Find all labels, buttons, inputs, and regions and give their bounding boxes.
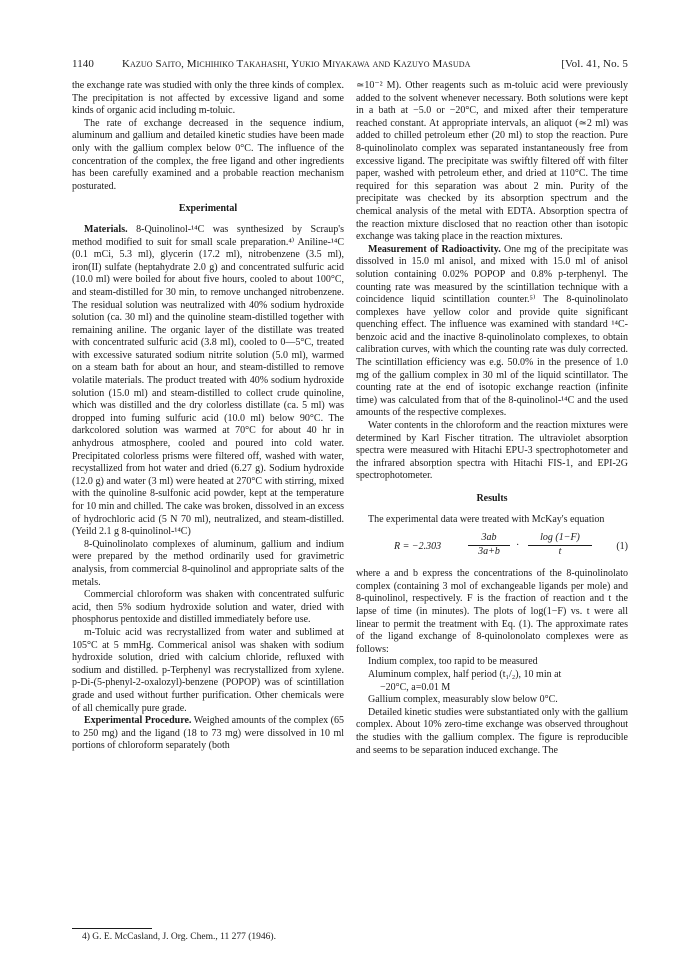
equation-fraction-2 xyxy=(528,532,592,558)
header-authors: Kazuo Saito, Michihiko Takahashi, Yukio Miyakawa and Kazuyo Masuda xyxy=(122,58,471,70)
procedure-paragraph-continued: ≃10⁻² M). Other reagents such as m-toluic acid were previously added to the solvent whenever necessary. Both solutions were kept in a bath at −5.0 or −20°C, and mixed after their temperature reached constant. At appropriate intervals, an aliquot (≃2 ml) was added to chilled petroleum ether (20 ml) to stop the reaction. Pure 8-quinolinolato complex was separated instantaneously free from excessive ligand. The precipitate was swiftly filtered off with filter paper, washed with petroleum ether, and dried at 110°C. The time required for this separation was about 2 min. Purity of the precipitate was checked by its absorption spectrum and the chemical analysis of the metal with EDTA. Absorption spectra of the reaction mixture disclosed that no reaction other than isotopic exchange was taking place in the reaction mixtures. xyxy=(356,80,628,243)
header-volume: [Vol. 41, No. 5 xyxy=(561,58,628,70)
left-column xyxy=(72,80,344,753)
radioactivity-text: One mg of the precipitate was dissolved in 15.0 ml anisol, and mixed with 15.0 ml of anisol solution containing 0.02% POPOP and 0.8% p-terphenyl. The counting rate was measured by the scintillation technique with a coincidence liquid scintillation counter.⁵⁾ The 8-quinolinolato complexes have yellow color and provide quite significant quenching effect. The influence was examined with standard ¹⁴C-benzoic acid and the inactive 8-quinolinolato complexes, to obtain calibration curves, with which the counting rate was duly corrected. The scintillation efficiency was e.g. 50.0% in the presence of 1.0 mg of the gallium complex in 30 ml of the liquid scintillator. The counting rate at the end of isotopic exchange reaction (infinite time) was calculated from that of the 8-quinolinol-¹⁴C and the used amounts of the respective complexes. xyxy=(356,243,628,419)
fraction-1-denominator: 3a+b xyxy=(478,545,500,557)
equation-dot: · xyxy=(516,540,520,552)
procedure-paragraph xyxy=(72,715,344,753)
fraction-1-numerator: 3ab xyxy=(468,532,510,546)
where-paragraph: where a and b express the concentrations of the 8-quinolinolato complex (containing 3 mol of exchangeable ligands per mole) and 8-quinolinol, respectively. F is the fraction of reaction and t the lapse of time (in minutes). The plots of log(1−F) vs. t were all linear to permit the treatment with Eq. (1). The approximate rates of the ligand exchange of 8-quinolonolato complexes were as follows: xyxy=(356,568,628,655)
equation-fraction-1 xyxy=(468,532,510,558)
rates-list-item: Indium complex, too rapid to be measured xyxy=(368,656,538,668)
page-number: 1140 xyxy=(72,58,94,70)
radioactivity-runin-heading: Measurement of Radioactivity. xyxy=(368,243,501,255)
rates-list xyxy=(356,656,628,706)
rates-list-item: Gallium complex, measurably slow below 0°C. xyxy=(368,694,558,706)
toluic-paragraph: m-Toluic acid was recrystallized from water and sublimed at 105°C at 5 mmHg. Commerical anisol was shaken with sodium hydroxide solution, dried with calcium chloride, refluxed with sodium and distilled. p-Terphenyl was recrystallized from xylene. p-Di-(5-phenyl-2-oxalozyl)-benzene (POPOP) was of scintillation grade and used without further purification. Other chemicals were of all chemically pure grade. xyxy=(72,626,344,714)
chloroform-paragraph: Commercial chloroform was shaken with concentrated sulfuric acid, then 5% sodium hydroxide solution and water, dried with phosphorus pentoxide and distilled immediately before use. xyxy=(72,589,344,626)
equation-number: (1) xyxy=(616,541,628,553)
materials-text: 8-Quinolinol-¹⁴C was synthesized by Scraup's method modified to suit for small scale preparation.⁴⁾ Aniline-¹⁴C (0.1 mCi, 5.3 ml), glycerin (17.2 ml), nitrobenzene (3.5 ml), iron(II) sulfate (heptahydrate 2.0 g) and concentrated sulfuric acid (10.0 ml) were boiled for about five hours, cooled to about 100°C, and steam-distilled for 30 min, to remove unchanged nitrobenzene. The residual solution was neutralized with 40% sodium hydroxide solution (ca. 30 ml) and the quinoline steam-distilled together with remaining aniline. The organic layer of the distillate was treated with concentrated sulfuric acid (3.8 ml), cooled to 0—5°C, treated with excessive saturated sodium nitrite solution (5.0 ml), warmed on a steam bath for about an hour, and steam-distilled to remove volatile materials. The product treated with 40% sodium hydroxide solution (15.0 ml) and steam-distilled to collect crude quinoline, which was distilled and the dry colorless distillate (ca. 5 ml) was dropped into fuming sulfuric acid (10.0 ml) below 90°C. The darkcolored solution was warmed at 70°C for about 40 hr in anhydrous atmosphere, cooled and poured into cold water. Precipitated colorless prisms were filtered off, washed with water, recystallized from hot water and dried (6.27 g). Sodium hydroxide (12.0 g) and water (3 ml) were heated at 270°C with stirring, mixed with the quinoline 8-sulfonic acid powder, kept at the temperature for 10 min and chilled. The cake was broken, dissolved in an excess of hydrochloric acid (5 N 70 ml), neutralized, and steam-distilled. (Yeild 2.1 g 8-quinolinol-¹⁴C) xyxy=(72,223,344,538)
materials-paragraph xyxy=(72,224,344,539)
running-header xyxy=(72,58,628,74)
fraction-2-denominator: t xyxy=(558,545,562,557)
procedure-text: Weighed amounts of the complex (65 to 250 mg) and the ligand (18 to 73 mg) were dissolved in 10 ml portions of chloroform separately (both xyxy=(72,715,345,752)
complexes-paragraph: 8-Quinolinolato complexes of aluminum, gallium and indium were prepared by the method ordinarily used for gravimetric analysis, from commercial 8-quinolinol and appropriate salts of the metals. xyxy=(72,538,344,588)
procedure-runin-heading: Experimental Procedure. xyxy=(84,715,192,727)
intro-paragraph-continued: the exchange rate was studied with only the three kinds of complex. The precipitation is not affected by excessive ligand and some kinds of organic acid including m-toluic. xyxy=(72,80,344,117)
equation-lhs: R = −2.303 xyxy=(394,541,442,553)
materials-runin-heading: Materials. xyxy=(84,223,128,235)
right-column xyxy=(356,80,628,757)
detailed-paragraph: Detailed kinetic studies were substantiated only with the gallium complex. About 10% zero-time exchange was observed throughout the studies with the gallium complex. The figure is reproducible and seems to be separation induced exchange. The xyxy=(356,706,628,756)
footnote-rule xyxy=(72,928,152,929)
section-heading-results: Results xyxy=(476,493,508,504)
mckay-paragraph: The experimental data were treated with McKay's equation xyxy=(368,513,605,525)
footnote-4: 4) G. E. McCasland, J. Org. Chem., 11 277 (1946). xyxy=(82,932,276,942)
water-paragraph: Water contents in the chloroform and the reaction mixtures were determined by Karl Fischer titration. The ultraviolet absorption spectra were measured with Hitachi EPU-3 spectrophotometer and the infrared absorption spectra with Hitachi FIS-1, and EPI-2G spectrophotometer. xyxy=(356,420,628,482)
intro-paragraph-2: The rate of exchange decreased in the sequence indium, aluminum and gallium and detailed kinetic studies have been made only with the gallium complex below 0°C. The influence of the concentration of the complex, the free ligand and other ingredients has been carefully examined and a probable reaction mechanism posturated. xyxy=(72,117,344,192)
section-heading-experimental: Experimental xyxy=(178,203,238,215)
radioactivity-paragraph xyxy=(356,244,628,420)
equation-1 xyxy=(356,532,628,562)
fraction-2-numerator: log (1−F) xyxy=(528,532,592,546)
rates-list-item-continued: −20°C, a=0.01 M xyxy=(380,681,451,693)
rates-list-item: Aluminum complex, half period (t₁/₂), 10 min at xyxy=(368,668,562,680)
